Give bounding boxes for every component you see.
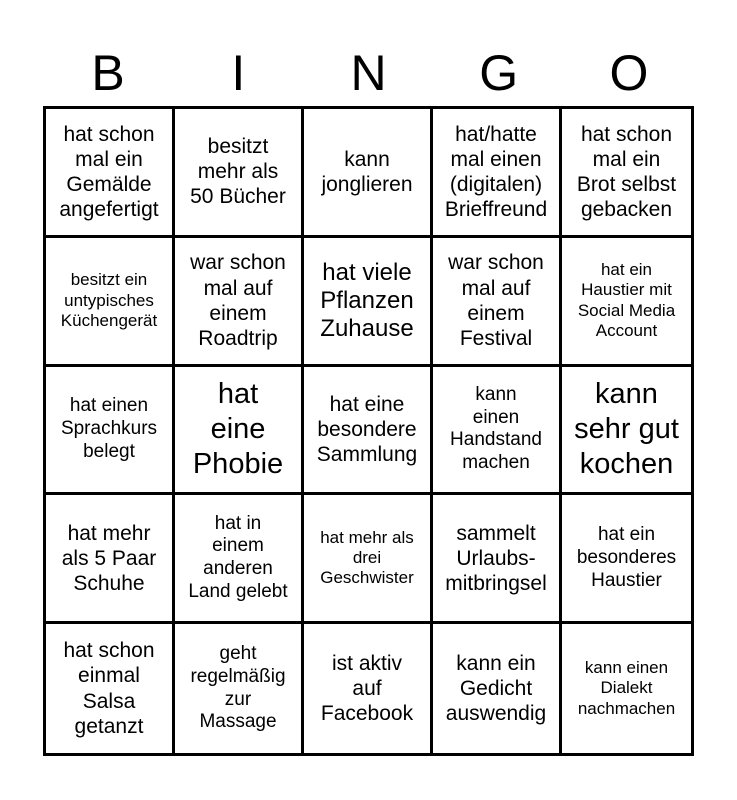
header-letter-i: I	[231, 45, 246, 101]
header-letter-g: G	[479, 45, 519, 101]
header-letter-n: N	[350, 45, 387, 101]
header-letter-b: B	[91, 45, 125, 101]
cell-text: ist aktiv auf Facebook	[320, 651, 414, 726]
cell-text: hat mehr als 5 Paar Schuhe	[61, 521, 157, 595]
bingo-cell-r3-c3[interactable]	[304, 367, 433, 496]
bingo-cell-r3-c2[interactable]	[175, 367, 304, 496]
cell-text: hat einen Sprachkurs belegt	[60, 395, 158, 462]
bingo-cell-r5-c2[interactable]	[175, 624, 304, 753]
cell-text: hat schon mal ein Gemälde angefertigt	[59, 122, 159, 222]
cell-text: besitzt ein untypisches Küchengerät	[60, 270, 158, 330]
bingo-cell-r4-c2[interactable]	[175, 495, 304, 624]
cell-text: hat ein besonderes Haustier	[576, 524, 677, 591]
cell-text: kann sehr gut kochen	[574, 378, 679, 480]
header-letter-o: O	[609, 45, 649, 101]
cell-text: hat ein Haustier mit Social Media Account	[577, 259, 676, 341]
bingo-cell-r2-c1[interactable]	[46, 238, 175, 367]
cell-text: hat in einem anderen Land gelebt	[188, 512, 288, 603]
bingo-cell-r3-c5[interactable]	[562, 367, 691, 496]
cell-text: kann einen Dialekt nachmachen	[577, 658, 676, 718]
cell-text: besitzt mehr als 50 Bücher	[190, 135, 286, 209]
bingo-cell-r5-c5[interactable]	[562, 624, 691, 753]
bingo-cell-r4-c5[interactable]	[562, 495, 691, 624]
cell-text: geht regelmäßig zur Massage	[190, 643, 286, 733]
cell-text: hat mehr als drei Geschwister	[320, 527, 414, 588]
cell-text: sammelt Urlaubs- mitbringsel	[445, 521, 547, 595]
bingo-cell-r4-c3[interactable]	[304, 495, 433, 624]
cell-text: hat eine Phobie	[192, 378, 284, 480]
cell-text: hat eine besondere Sammlung	[316, 392, 418, 467]
bingo-cell-r1-c5[interactable]	[562, 109, 691, 238]
bingo-cell-r1-c2[interactable]	[175, 109, 304, 238]
bingo-cell-r2-c5[interactable]	[562, 238, 691, 367]
cell-text: kann jonglieren	[321, 147, 413, 196]
bingo-header	[43, 40, 694, 106]
bingo-cell-r1-c4[interactable]	[433, 109, 562, 238]
bingo-cell-r4-c1[interactable]	[46, 495, 175, 624]
bingo-cell-r2-c4[interactable]	[433, 238, 562, 367]
bingo-cell-r5-c3[interactable]	[304, 624, 433, 753]
bingo-cell-r1-c1[interactable]	[46, 109, 175, 238]
bingo-cell-r2-c2[interactable]	[175, 238, 304, 367]
bingo-cell-r4-c4[interactable]	[433, 495, 562, 624]
cell-text: hat viele Pflanzen Zuhause	[320, 258, 414, 342]
cell-text: kann ein Gedicht auswendig	[445, 651, 547, 726]
bingo-cell-r5-c4[interactable]	[433, 624, 562, 753]
cell-text: hat/hatte mal einen (digitalen) Brieffreund	[444, 122, 548, 222]
cell-text: hat schon mal ein Brot selbst gebacken	[576, 122, 677, 222]
cell-text: war schon mal auf einem Roadtrip	[190, 251, 286, 350]
cell-text: hat schon einmal Salsa getanzt	[63, 639, 155, 738]
bingo-cell-r1-c3[interactable]	[304, 109, 433, 238]
cell-text: kann einen Handstand machen	[450, 383, 542, 474]
bingo-cell-r2-c3[interactable]	[304, 238, 433, 367]
bingo-board	[43, 106, 694, 756]
bingo-cell-r5-c1[interactable]	[46, 624, 175, 753]
bingo-cell-r3-c4[interactable]	[433, 367, 562, 496]
cell-text: war schon mal auf einem Festival	[448, 251, 544, 350]
bingo-cell-r3-c1[interactable]	[46, 367, 175, 496]
